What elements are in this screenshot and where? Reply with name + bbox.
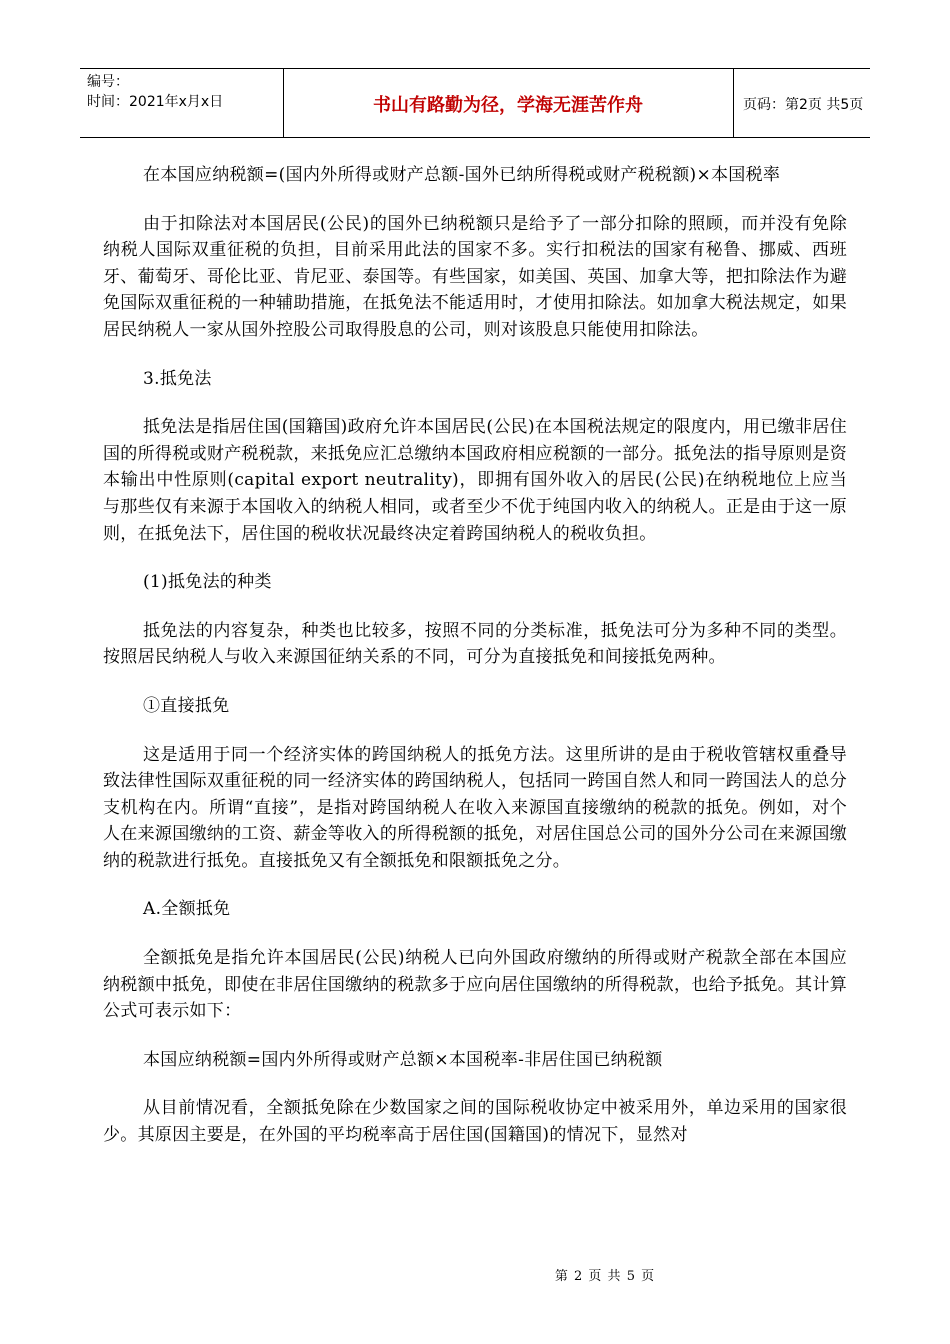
section-heading: 3.抵免法: [143, 368, 212, 389]
subsection-heading: ①直接抵免: [143, 695, 230, 716]
document-number-label: 编号：: [87, 74, 129, 90]
body-paragraph: 由于扣除法对本国居民(公民)的国外已纳税额只是给予了一部分扣除的照顾，而并没有免除纳税人国际双重征税的负担，目前采用此法的国家不多。实行扣税法的国家有秘鲁、挪威、西班牙、葡萄牙、哥伦比亚、肯尼亚、泰国等。有些国家，如美国、英国、加拿大等，把扣除法作为避免国际双重征税的一种辅助措施，在抵免法不能适用时，才使用扣除法。如加拿大税法规定，如果居民纳税人一家从国外控股公司取得股息的公司，则对该股息只能使用扣除法。: [103, 213, 847, 340]
subsection-heading: (1)抵免法的种类: [143, 572, 272, 593]
document-body: [103, 162, 847, 1171]
subsection-heading: A.全额抵免: [143, 899, 231, 920]
body-paragraph: 抵免法的内容复杂，种类也比较多，按照不同的分类标准，抵免法可分为多种不同的类型。按照居民纳税人与收入来源国征纳关系的不同，可分为直接抵免和间接抵免两种。: [103, 620, 847, 668]
header-info-cell: [80, 69, 284, 137]
body-paragraph: 这是适用于同一个经济实体的跨国纳税人的抵免方法。这里所讲的是由于税收管辖权重叠导致法律性国际双重征税的同一经济实体的跨国纳税人，包括同一跨国自然人和同一跨国法人的总分支机构在内。所谓“直接”，是指对跨国纳税人在收入来源国直接缴纳的税款的抵免。例如，对个人在来源国缴纳的工资、薪金等收入的所得税额的抵免，对居住国总公司的国外分公司在来源国缴纳的税款进行抵免。直接抵免又有全额抵免和限额抵免之分。: [103, 744, 847, 871]
header-page-cell: [734, 69, 870, 137]
formula-paragraph: 本国应纳税额=国内外所得或财产总额×本国税率-非居住国已纳税额: [143, 1049, 663, 1070]
header-motto: 书山有路勤为径，学海无涯苦作舟: [373, 95, 643, 116]
page-footer: [0, 1265, 950, 1284]
header-page-number: 页码：第2页 共5页: [743, 97, 864, 113]
footer-page-number: 第 2 页 共 5 页: [554, 1269, 656, 1284]
formula-paragraph: 在本国应纳税额=(国内外所得或财产总额-国外已纳所得税或财产税税额)×本国税率: [143, 165, 781, 185]
body-paragraph: 从目前情况看，全额抵免除在少数国家之间的国际税收协定中被采用外，单边采用的国家很少。其原因主要是，在外国的平均税率高于居住国(国籍国)的情况下，显然对: [103, 1098, 847, 1146]
header-motto-cell: [283, 69, 734, 137]
page-header: [80, 68, 870, 138]
body-paragraph: 抵免法是指居住国(国籍国)政府允许本国居民(公民)在本国税法规定的限度内，用已缴非居住国的所得税或财产税税款，来抵免应汇总缴纳本国政府相应税额的一部分。抵免法的指导原则是资本输出中性原则(capital export neutrality)，即拥有国外收入的居民(公民)在纳税地位上应当与那些仅有来源于本国收入的纳税人相同，或者至少不优于纯国内收入的纳税人。正是由于这一原则，在抵免法下，居住国的税收状况最终决定着跨国纳税人的税收负担。: [103, 417, 847, 544]
body-paragraph: 全额抵免是指允许本国居民(公民)纳税人已向外国政府缴纳的所得或财产税款全部在本国应纳税额中抵免，即使在非居住国缴纳的税款多于应向居住国缴纳的所得税款，也给予抵免。其计算公式可表示如下：: [103, 948, 847, 1022]
document-date-label: 时间：2021年x月x日: [87, 94, 224, 110]
